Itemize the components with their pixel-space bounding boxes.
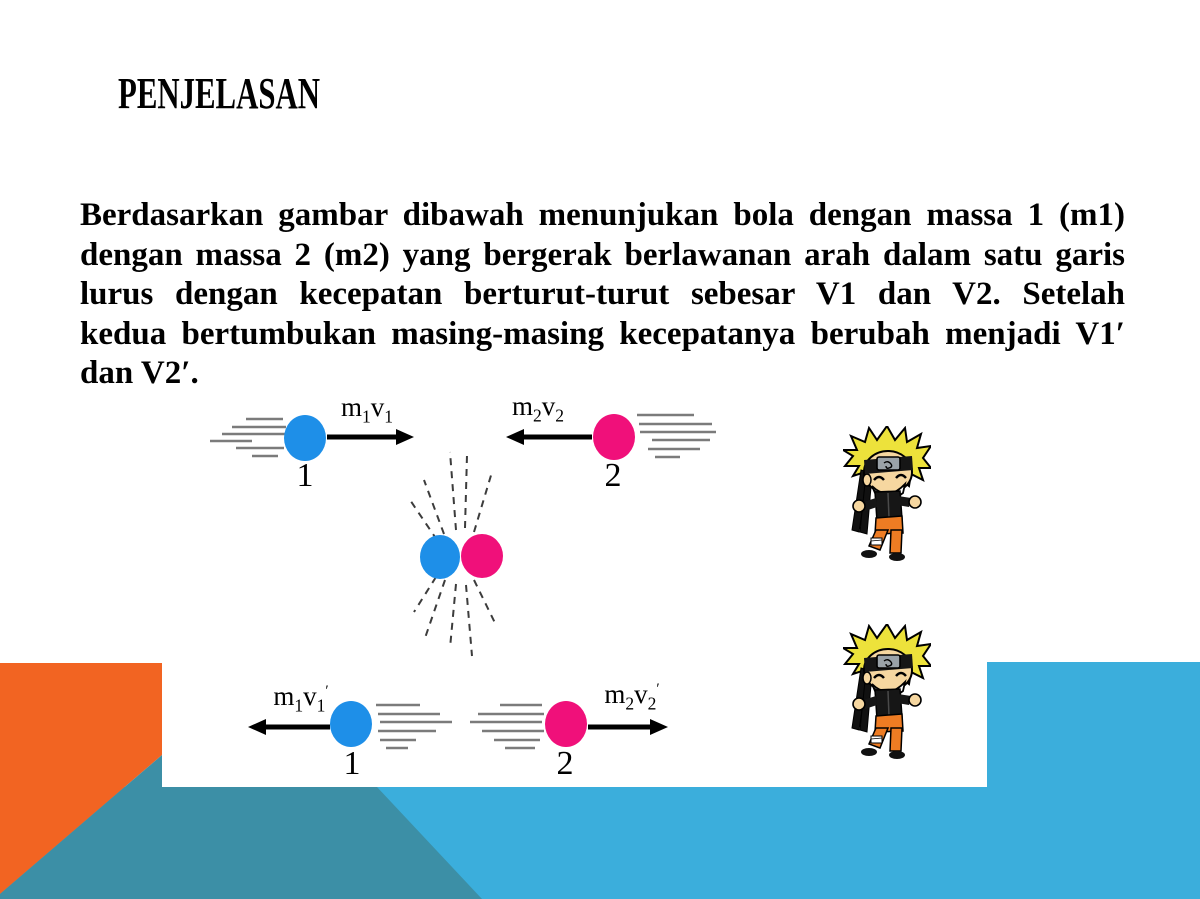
- momentum-v-sub: 1: [384, 406, 394, 427]
- momentum-m: m: [340, 392, 362, 422]
- momentum-m-sub: 1: [361, 406, 371, 427]
- momentum-m-sub: 1: [294, 695, 304, 716]
- ball2-before-number: 2: [604, 457, 622, 494]
- momentum-v: v: [634, 679, 648, 709]
- momentum-label-m1v1-prime: [264, 681, 338, 716]
- momentum-v: v: [541, 391, 556, 421]
- ball1-before-number: 1: [296, 457, 314, 494]
- body-line-3: lurus dengan kecepatan berturut-turut sebesar V1 dan V2. Setelah: [80, 276, 1125, 312]
- ball2-after-number: 2: [556, 745, 574, 782]
- momentum-label-m2v2-prime: [592, 679, 672, 714]
- body-line-4: kedua bertumbukan masing-masing kecepatanya berubah menjadi V1′: [80, 315, 1125, 352]
- ball2-after: [545, 701, 587, 747]
- momentum-prime: ′: [325, 683, 329, 699]
- ball2-colliding: [461, 534, 503, 578]
- naruto-character-icon-top: [843, 426, 931, 562]
- body-line-5: dan V2′.: [80, 355, 199, 391]
- momentum-v: v: [370, 392, 385, 422]
- momentum-prime: ′: [656, 681, 660, 697]
- momentum-v-sub: 1: [316, 695, 326, 716]
- momentum-v-sub: 2: [647, 693, 657, 714]
- momentum-v-sub: 2: [555, 405, 565, 426]
- momentum-v: v: [303, 681, 317, 711]
- momentum-m: m: [604, 679, 626, 709]
- momentum-m: m: [273, 681, 295, 711]
- ball2-before: [593, 414, 635, 460]
- momentum-label-m1v1: [332, 392, 402, 427]
- ball1-colliding: [420, 535, 460, 579]
- body-line-1: Berdasarkan gambar dibawah menunjukan bola dengan massa 1 (m1): [80, 197, 1125, 233]
- momentum-m-sub: 2: [625, 693, 635, 714]
- ball1-after-number: 1: [343, 745, 361, 782]
- naruto-character-icon-bottom: [843, 624, 931, 760]
- momentum-m-sub: 2: [532, 405, 542, 426]
- momentum-label-m2v2: [503, 391, 573, 426]
- ball1-before: [284, 415, 326, 461]
- momentum-m: m: [511, 391, 533, 421]
- body-paragraph: [80, 196, 1125, 394]
- right-lightblue-block: [987, 662, 1200, 899]
- body-line-2: dengan massa 2 (m2) yang bergerak berlawanan arah dalam satu garis: [80, 236, 1125, 273]
- page-title: PENJELASAN: [118, 69, 320, 118]
